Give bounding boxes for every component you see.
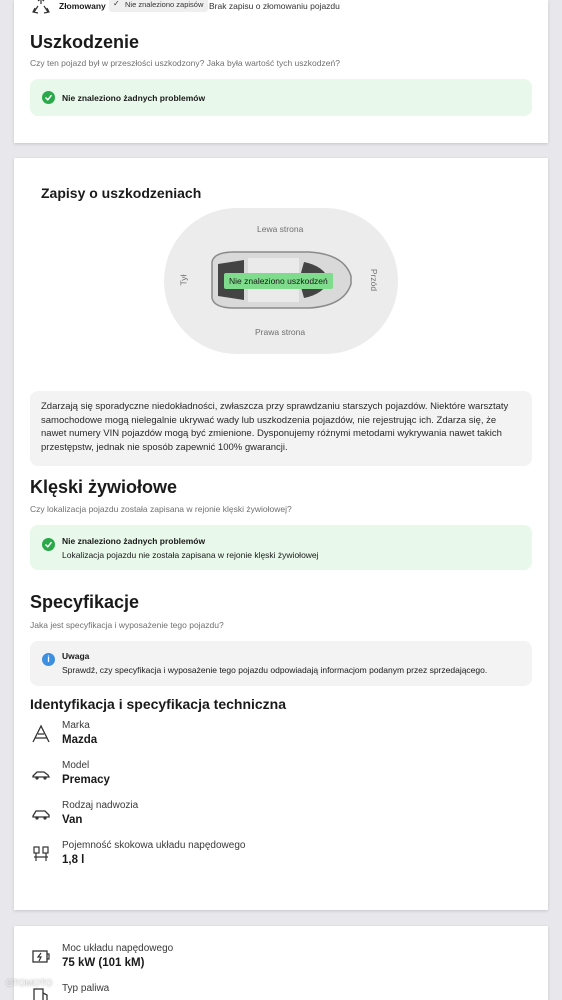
damage-status-text: Nie znaleziono żadnych problemów: [62, 93, 206, 103]
engine-icon: [31, 844, 51, 864]
ident-title: Identyfikacja i specyfikacja techniczna: [30, 696, 287, 712]
left-side-label: Lewa strona: [257, 224, 304, 234]
damage-status-box: [30, 79, 532, 116]
disclaimer-box: [30, 391, 532, 466]
spec-value-power: 75 kW (101 kM): [62, 957, 145, 969]
specs-title: Specyfikacje: [30, 592, 140, 612]
specs-note-box: [30, 641, 532, 686]
specs-note-text: Sprawdź, czy specyfikacja i wyposażenie tego pojazdu odpowiadają informacjom podanym przez sprzedającego.: [62, 665, 488, 675]
spec-value-brand: Mazda: [62, 734, 98, 746]
no-damage-badge: Nie znaleziono uszkodzeń: [224, 273, 333, 289]
right-side-label: Prawa strona: [255, 327, 306, 337]
car-diagram: [164, 208, 398, 354]
damage-card: [14, 0, 548, 143]
spec-value-displacement: 1,8 l: [62, 854, 85, 866]
check-circle-icon: [42, 91, 55, 104]
spec-label-displacement: Pojemność skokowa układu napędowego: [62, 840, 246, 851]
front-label: Przód: [369, 268, 380, 292]
disasters-subtitle: Czy lokalizacja pojazdu została zapisana w rejonie klęski żywiołowej?: [30, 504, 292, 514]
spec-value-model: Premacy: [62, 774, 110, 786]
spec-value-body: Van: [62, 814, 83, 826]
scrapped-chip-text: Nie znaleziono zapisów: [125, 0, 204, 9]
power-icon: [31, 946, 51, 966]
spec-label-fuel: Typ paliwa: [62, 983, 110, 994]
disclaimer-text: Zdarzają się sporadyczne niedokładności, zwłaszcza przy sprawdzaniu starszych pojazdów. Niektóre warsztaty samochodowe mogą nielegalnie ukrywać wady lub uszkodzenia pojazdów, nie rejestrując ich. Zdarza się, że nawet numery VIN pojazdów mogą być zmienione. Dysponujemy różnymi metodami wykrywania nawet takich przestępstw, jednak nie sposób zapewnić 100% gwarancji.: [41, 401, 509, 453]
car-icon: [31, 764, 51, 784]
brand-icon: [31, 724, 51, 744]
details-card: [14, 158, 548, 910]
spec-label-power: Moc układu napędowego: [62, 943, 174, 954]
check-circle-icon: [42, 538, 55, 551]
details-card-continued: [14, 926, 548, 1000]
disasters-title: Klęski żywiołowe: [30, 477, 178, 497]
damage-subtitle: Czy ten pojazd był w przeszłości uszkodzony? Jaka była wartość tych uszkodzeń?: [30, 58, 340, 68]
damage-title: Uszkodzenie: [30, 32, 140, 52]
specs-subtitle: Jaka jest specyfikacja i wyposażenie tego pojazdu?: [30, 620, 224, 630]
watermark: OTOMOTO: [6, 978, 53, 988]
fuel-icon: [31, 986, 51, 1000]
spec-label-body: Rodzaj nadwozia: [62, 800, 139, 811]
scrapped-chip: [109, 0, 208, 12]
damage-records-title: Zapisy o uszkodzeniach: [41, 185, 202, 201]
scrapped-label: Złomowany: [59, 1, 106, 11]
spec-label-brand: Marka: [62, 720, 90, 731]
recycle-icon: [32, 0, 50, 16]
car-body-icon: [31, 804, 51, 824]
rear-label: Tył: [178, 274, 189, 286]
disasters-detail-text: Lokalizacja pojazdu nie została zapisana w rejonie klęski żywiołowej: [62, 550, 319, 560]
info-icon: i: [42, 653, 55, 666]
scrapped-description: Brak zapisu o złomowaniu pojazdu: [209, 1, 340, 11]
spec-label-model: Model: [62, 760, 90, 771]
disasters-status-text: Nie znaleziono żadnych problemów: [62, 536, 206, 546]
disasters-status-box: [30, 525, 532, 570]
specs-note-title: Uwaga: [62, 651, 90, 661]
check-icon: ✓: [113, 0, 120, 8]
